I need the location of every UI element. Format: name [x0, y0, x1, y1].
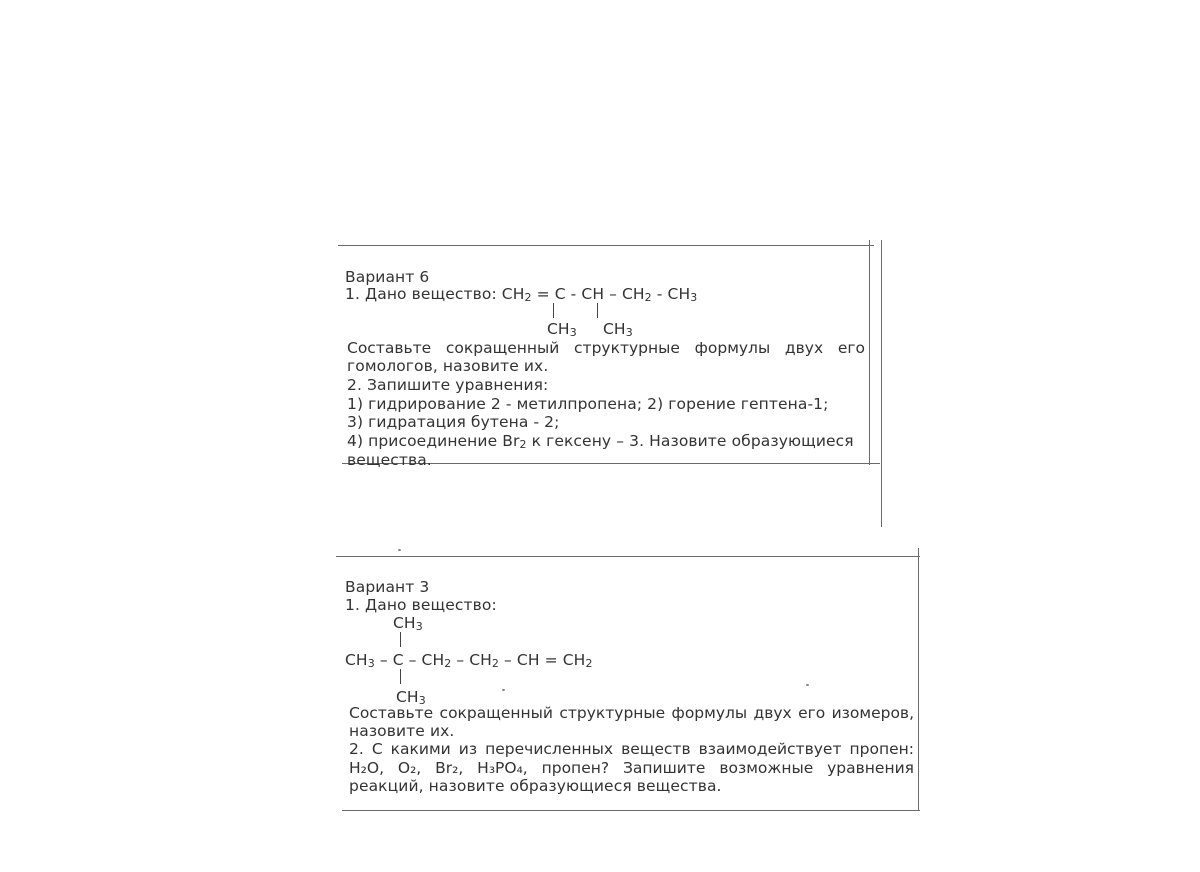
card6-equation-1: 1) гидрирование 2 - метилпропена; 2) горение гептена-1; — [347, 395, 829, 413]
card3-bond-bottom — [400, 669, 401, 684]
card3-bottom-branch: $CH_3$ — [396, 688, 426, 707]
card3-task-line-1: Составьте сокращенный структурные формулы двух его изомеров, — [349, 704, 914, 722]
scan-speck — [806, 684, 809, 686]
scan-speck — [502, 689, 505, 691]
card6-title: Вариант 6 — [345, 268, 430, 286]
card6-bond-right — [597, 303, 598, 318]
card6-branch-left: $CH_3$ — [547, 320, 577, 339]
card3-question-2-line-1: 2. С какими из перечисленных веществ взаимодействует пропен: — [349, 740, 914, 758]
card3-top-border — [336, 556, 920, 557]
card3-bond-top — [400, 632, 401, 647]
card3-question-2-line-2: H₂O, O₂, Br₂, H₃PO₄, пропен? Запишите возможные уравнения — [349, 759, 914, 777]
card6-task-line-1: Составьте сокращенный структурные формулы двух его — [347, 339, 865, 357]
card6-branch-right: $CH_3$ — [603, 320, 633, 339]
card3-top-branch: $CH_3$ — [393, 614, 423, 633]
card6-equation-3-line-2: вещества. — [347, 451, 432, 469]
card6-question-2: 2. Запишите уравнения: — [347, 376, 549, 394]
card6-q1-prefix: 1. Дано вещество: — [345, 285, 502, 303]
card3-question-1: 1. Дано вещество: — [345, 596, 497, 614]
card3-task-line-2: назовите их. — [349, 722, 455, 740]
scan-speck — [398, 549, 401, 551]
card3-main-chain: $CH_3$ – C – $CH_2 - CH_2$ – CH = $CH_2$ — [345, 651, 593, 670]
card3-question-2-line-3: реакций, назовите образующиеся вещества. — [349, 777, 722, 795]
card6-right-outer-border — [881, 240, 882, 527]
card6-task-line-2: гомологов, назовите их. — [347, 357, 549, 375]
card6-equation-3: 4) присоединение $Br_2$ к гексену – 3. Назовите образующиеся — [347, 432, 854, 451]
card3-right-border — [918, 548, 919, 810]
card6-bond-left — [553, 303, 554, 318]
card6-question-1 — [345, 285, 697, 303]
card6-formula: $CH_2 = C$ - CH – $CH_2 - CH_3$ — [501, 285, 698, 304]
card6-top-border — [338, 245, 874, 246]
card6-equation-2: 3) гидратация бутена - 2; — [347, 413, 560, 431]
card3-bottom-border — [342, 810, 920, 811]
card6-right-border — [869, 240, 870, 465]
card3-title: Вариант 3 — [345, 578, 430, 596]
